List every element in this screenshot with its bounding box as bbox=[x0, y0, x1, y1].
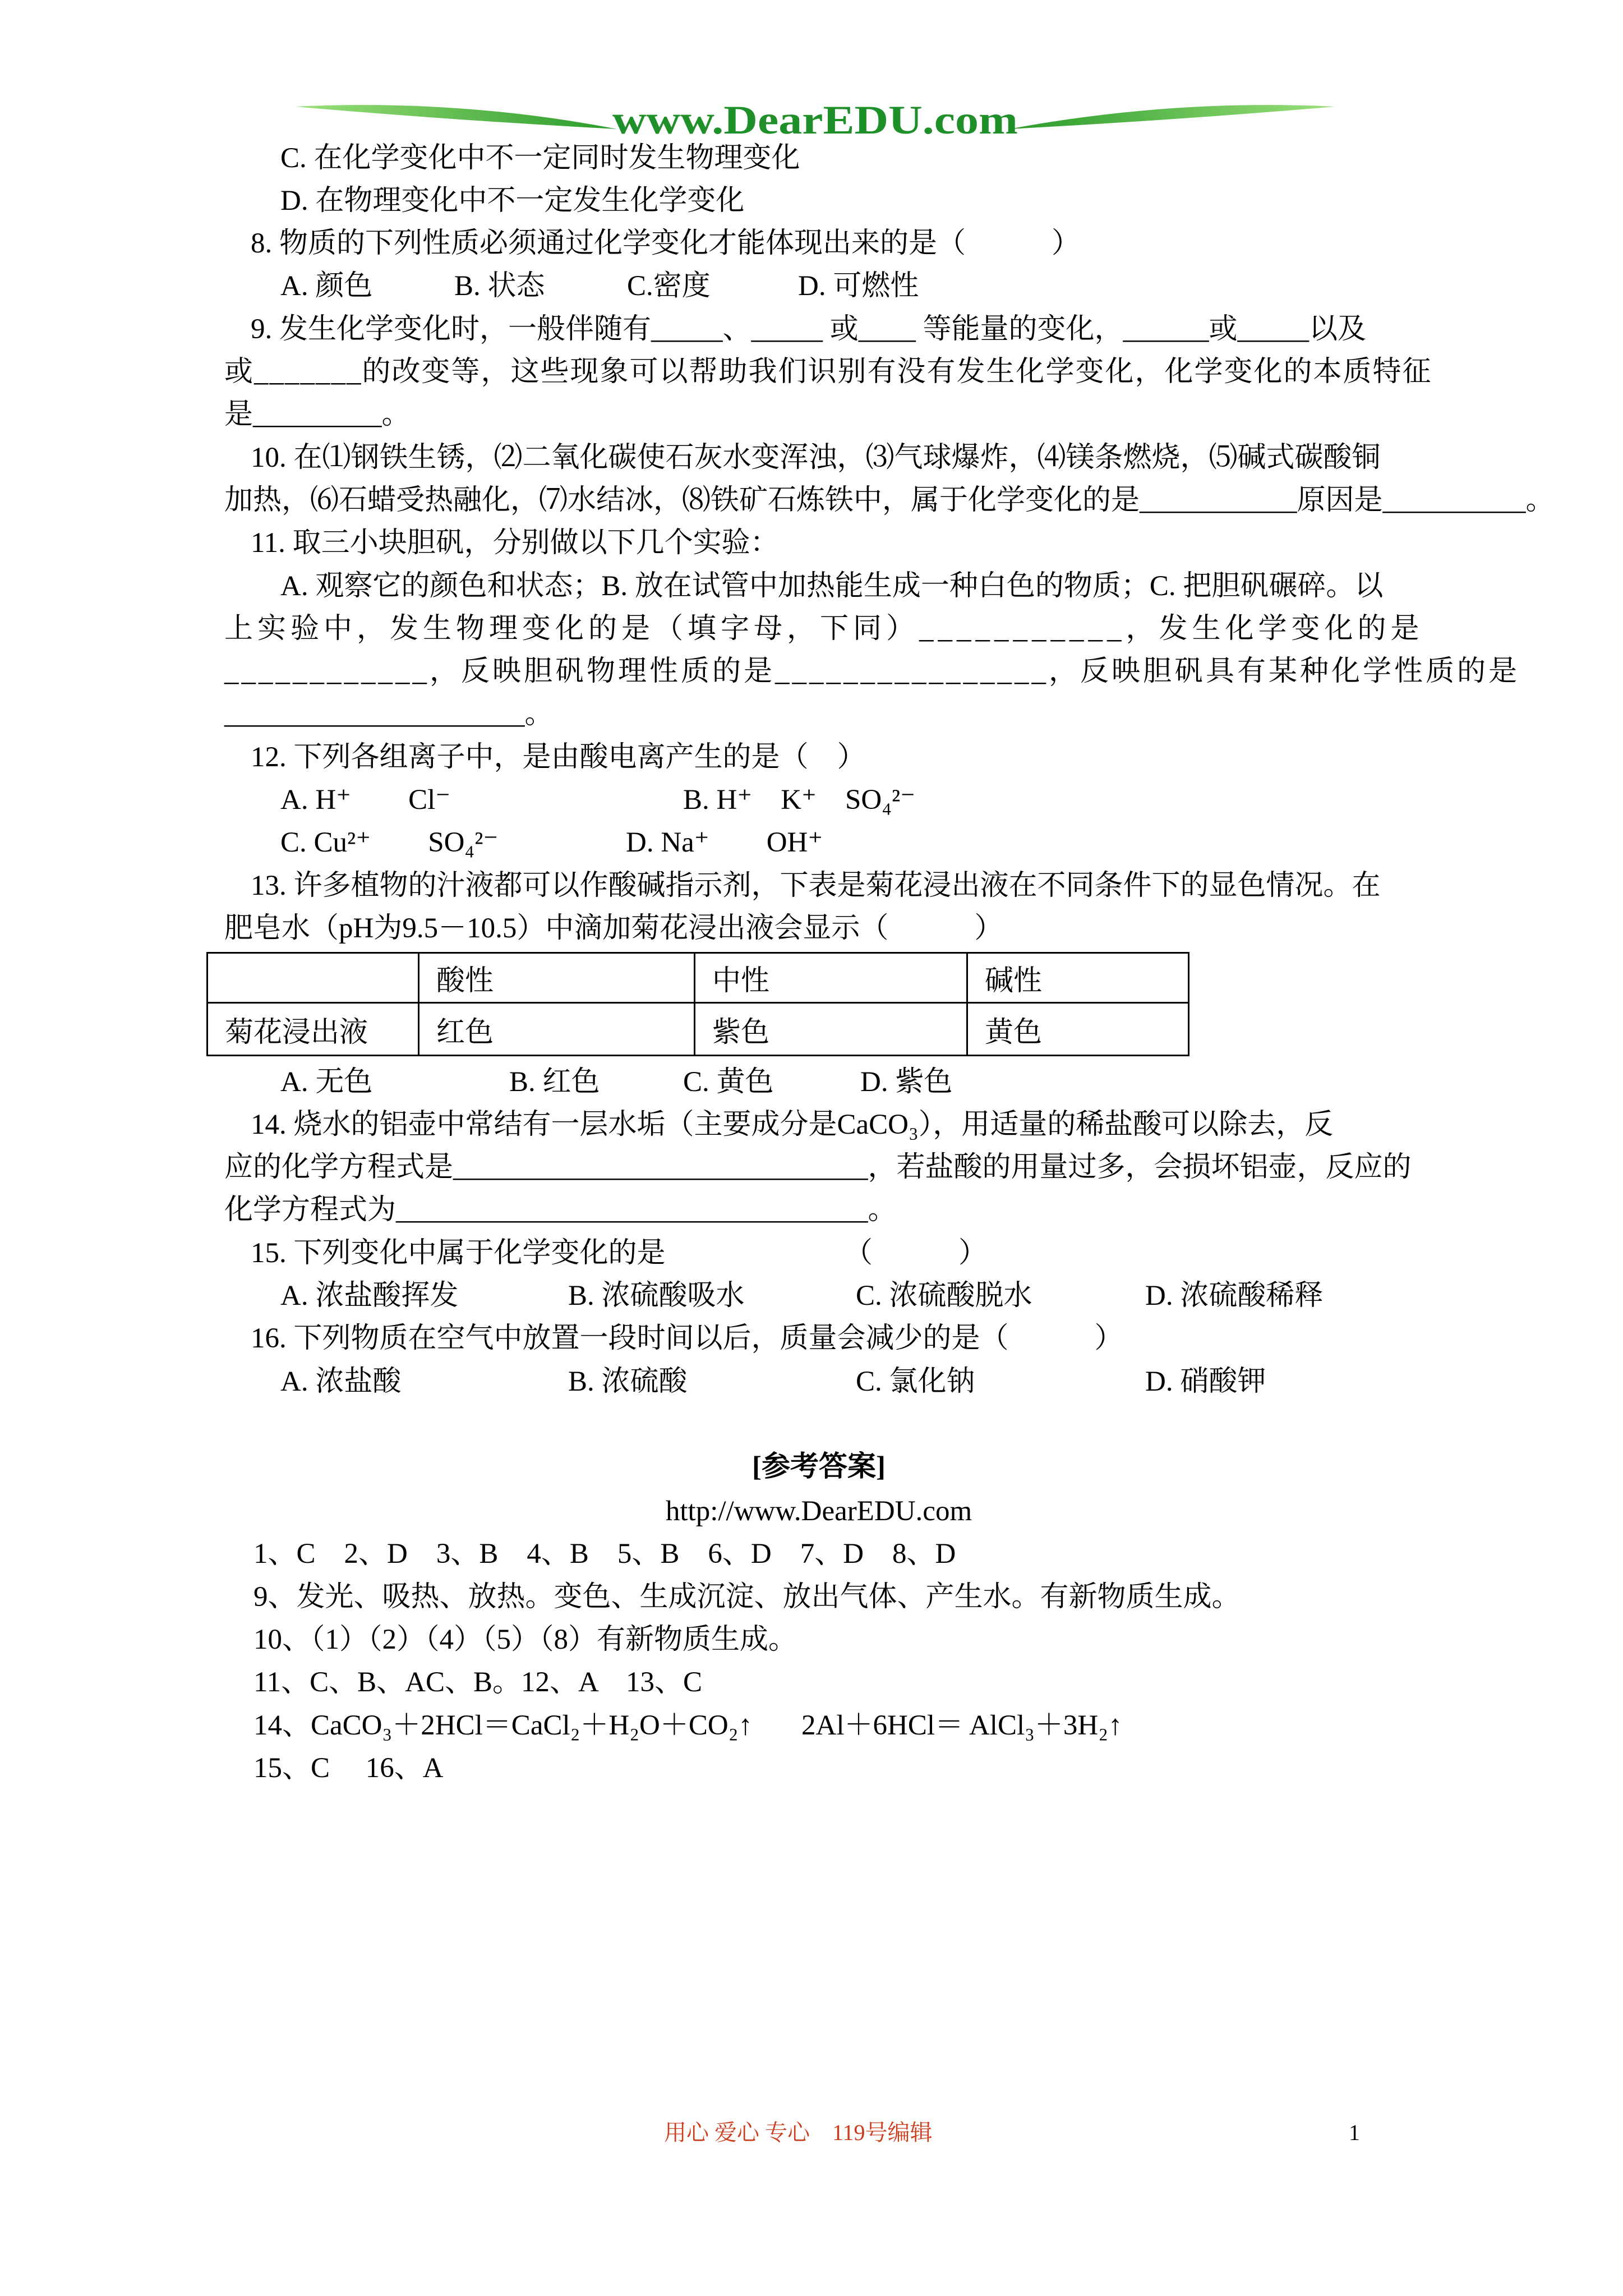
q12-option-d: D. Na⁺ OH⁺ bbox=[626, 827, 823, 858]
q15-option-c: C. 浓硫酸脱水 bbox=[856, 1280, 1032, 1312]
q9-line-3: 是_________。 bbox=[224, 399, 411, 430]
dearedu-logo bbox=[0, 84, 1623, 151]
q15-option-d: D. 浓硫酸稀释 bbox=[1145, 1280, 1324, 1312]
q15-stem: 15. 下列变化中属于化学变化的是 bbox=[251, 1237, 666, 1269]
q11-line-4: ____________，反映胆矾物理性质的是________________，反映胆矾具有某种化学性质的是 bbox=[224, 656, 1520, 687]
q14-line-2: 应的化学方程式是_____________________________，若盐酸的用量过多，会损坏铝壶，反应的 bbox=[224, 1152, 1412, 1183]
q14-line-1: 14. 烧水的铝壶中常结有一层水垢（主要成分是CaCO₃），用适量的稀盐酸可以除去，反 bbox=[251, 1109, 1334, 1140]
q7-option-c: C. 在化学变化中不一定同时发生物理变化 bbox=[280, 142, 800, 174]
answers-line-last: 15、C 16、A bbox=[253, 1752, 444, 1784]
answers-line-1: 1、C 2、D 3、B 4、B 5、B 6、D 7、D 8、D bbox=[253, 1538, 956, 1570]
q14-line-3: 化学方程式为_________________________________。 bbox=[224, 1194, 897, 1226]
q12-stem: 12. 下列各组离子中，是由酸电离产生的是（ ） bbox=[251, 742, 866, 773]
q8-option-b: B. 状态 bbox=[454, 270, 545, 302]
logo-swoosh-right bbox=[1009, 105, 1335, 129]
page-number: 1 bbox=[1349, 2120, 1360, 2145]
answers-line-2: 9、发光、吸热、放热。变色、生成沉淀、放出气体、产生水。有新物质生成。 bbox=[253, 1581, 1241, 1613]
footer-slogan: 用心 爱心 专心 119号编辑 bbox=[664, 2120, 933, 2145]
q13-line-2: 肥皂水（pH为9.5－10.5）中滴加菊花浸出液会显示（ ） bbox=[224, 913, 1003, 944]
q16-option-c: C. 氯化钠 bbox=[856, 1366, 975, 1397]
q13-option-b: B. 红色 bbox=[509, 1066, 600, 1098]
q9-line-2: 或_______的改变等，这些现象可以帮助我们识别有没有发生化学变化，化学变化的本质特征 bbox=[224, 356, 1432, 388]
q16-stem: 16. 下列物质在空气中放置一段时间以后，质量会减少的是（ ） bbox=[251, 1323, 1123, 1354]
q10-line-2: 加热，⑹石蜡受热融化，⑺水结冰，⑻铁矿石炼铁中，属于化学变化的是___________原因是__________。 bbox=[224, 485, 1555, 516]
table-header-acidic: 酸性 bbox=[419, 953, 695, 1003]
answers-source-url: http://www.DearEDU.com bbox=[665, 1496, 972, 1527]
table-header-neutral: 中性 bbox=[695, 953, 967, 1003]
q15-answer-bracket: （ ） bbox=[844, 1237, 988, 1269]
q12-option-b: B. H⁺ K⁺ SO₄²⁻ bbox=[683, 784, 916, 816]
logo-text: www.DearEDU.com bbox=[612, 98, 1018, 142]
table-row-label: 菊花浸出液 bbox=[208, 1003, 419, 1056]
table-cell-basic: 黄色 bbox=[967, 1003, 1189, 1056]
q16-option-a: A. 浓盐酸 bbox=[280, 1366, 402, 1397]
q12-option-c: C. Cu²⁺ SO₄²⁻ bbox=[280, 827, 499, 858]
table-row bbox=[208, 1003, 1189, 1056]
q13-option-d: D. 紫色 bbox=[860, 1066, 953, 1098]
q13-option-c: C. 黄色 bbox=[683, 1066, 774, 1098]
table-header-basic: 碱性 bbox=[967, 953, 1189, 1003]
q16-option-d: D. 硝酸钾 bbox=[1145, 1366, 1266, 1397]
table-corner-cell bbox=[208, 953, 419, 1003]
q9-line-1: 9. 发生化学变化时，一般伴随有_____、_____ 或____ 等能量的变化，______或_____以及 bbox=[251, 314, 1367, 345]
q11-line-5: _____________________。 bbox=[224, 698, 554, 730]
q13-line-1: 13. 许多植物的汁液都可以作酸碱指示剂，下表是菊花浸出液在不同条件下的显色情况。在 bbox=[251, 870, 1381, 901]
answers-q14-equation-1: 14、CaCO₃＋2HCl＝CaCl₂＋H₂O＋CO₂↑ bbox=[253, 1710, 753, 1741]
q8-option-c: C.密度 bbox=[627, 270, 711, 302]
q11-line-3: 上实验中，发生物理变化的是（填字母，下同）___________，发生化学变化的是 bbox=[224, 613, 1424, 645]
table-cell-neutral: 紫色 bbox=[695, 1003, 967, 1056]
answers-line-4: 11、C、B、AC、B。12、A 13、C bbox=[253, 1667, 703, 1698]
q10-line-1: 10. 在⑴钢铁生锈，⑵二氧化碳使石灰水变浑浊，⑶气球爆炸，⑷镁条燃烧，⑸碱式碳酸铜 bbox=[251, 442, 1381, 473]
table-header-row bbox=[208, 953, 1189, 1003]
q16-option-b: B. 浓硫酸 bbox=[568, 1366, 688, 1397]
q12-option-a: A. H⁺ Cl⁻ bbox=[280, 784, 451, 816]
answers-title: [参考答案] bbox=[752, 1451, 886, 1483]
q15-option-b: B. 浓硫酸吸水 bbox=[568, 1280, 745, 1312]
q11-line-2: A. 观察它的颜色和状态；B. 放在试管中加热能生成一种白色的物质；C. 把胆矾碾碎。以 bbox=[280, 570, 1384, 602]
answers-line-3: 10、（1）（2）（4）（5）（8）有新物质生成。 bbox=[253, 1624, 797, 1655]
logo-swoosh-left bbox=[295, 105, 617, 129]
q13-option-a: A. 无色 bbox=[280, 1066, 373, 1098]
q11-line-1: 11. 取三小块胆矾，分别做以下几个实验： bbox=[251, 527, 779, 559]
answers-q14-equation-2: 2Al＋6HCl＝ AlCl₃＋3H₂↑ bbox=[801, 1710, 1123, 1741]
q8-option-d: D. 可燃性 bbox=[798, 270, 919, 302]
q15-option-a: A. 浓盐酸挥发 bbox=[280, 1280, 459, 1312]
q8-stem: 8. 物质的下列性质必须通过化学变化才能体现出来的是（ ） bbox=[251, 228, 1081, 259]
indicator-color-table bbox=[206, 952, 1189, 1056]
table-cell-acidic: 红色 bbox=[419, 1003, 695, 1056]
q7-option-d: D. 在物理变化中不一定发生化学变化 bbox=[280, 185, 745, 217]
q8-option-a: A. 颜色 bbox=[280, 270, 373, 302]
